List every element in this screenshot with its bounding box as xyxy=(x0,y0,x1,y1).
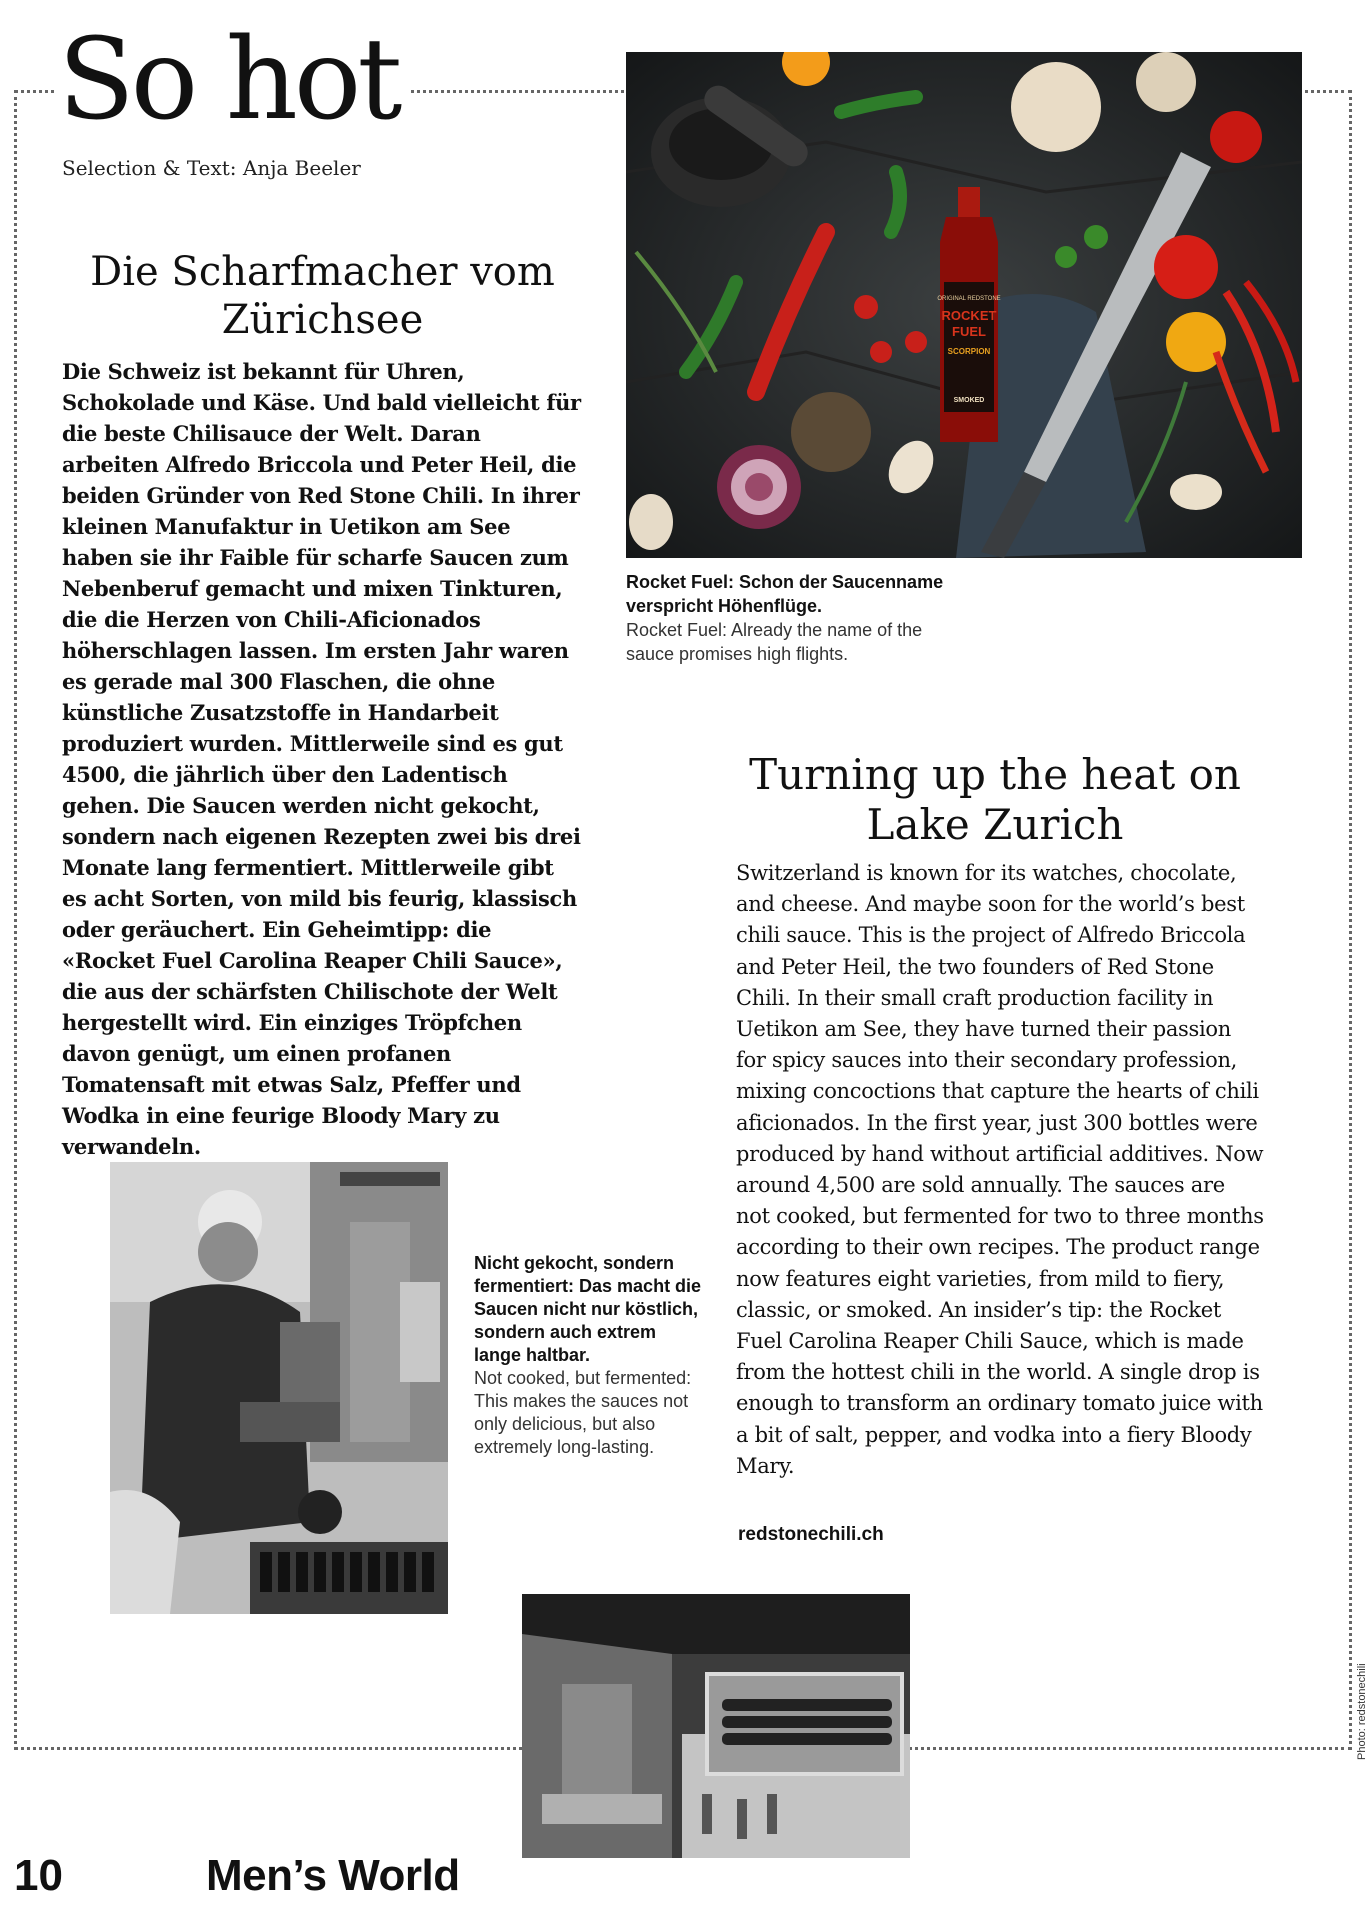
bottle-label-line5: SMOKED xyxy=(953,397,985,404)
production-photo xyxy=(110,1162,448,1614)
german-headline: Die Scharfmacher vom Zürichsee xyxy=(90,249,555,343)
german-body: Die Schweiz ist bekannt für Uhren, Schokolade und Käse. Und bald vielleicht für die beste Chilisauce der Welt. Daran arbeiten Alfredo Briccola und Peter Heil, die beiden Gründer von Red Stone Chili. In ihrer kleinen Manufaktur in Uetikon am See haben sie ihr Faible für scharfe Saucen zum Nebenberuf gemacht und mixen Tinkturen, die die Herzen von Chili-Aficionados höherschlagen lassen. Im ersten Jahr waren es gerade mal 300 Flaschen, die ohne künstliche Zusatzstoffe in Handarbeit produziert wurden. Mittlerweile sind es gut 4500, die jährlich über den Ladentisch gehen. Die Saucen werden nicht gekocht, sondern nach eigenen Rezepten zwei bis drei Monate lang fermentiert. Mittlerweile gibt es acht Sorten, von mild bis feurig, klassisch oder geräuchert. Ein Geheimtipp: die «Rocket Fuel Carolina Reaper Chili Sauce», die aus der schärfsten Chilischote der Welt hergestellt wird. Ein einziges Tröpfchen davon genügt, um einen profanen Tomatensaft mit etwas Salz, Pfeffer und Wodka in eine feurige Bloody Mary zu verwandeln. xyxy=(62,359,581,1159)
caption-rocket-en: Rocket Fuel: Already the name of the sauce promises high flights. xyxy=(626,620,923,664)
chili-sauce-photo xyxy=(626,52,1302,558)
caption-rocket-de: Rocket Fuel: Schon der Saucenname verspricht Höhenflüge. xyxy=(626,572,944,616)
caption-production-en: Not cooked, but fermented: This makes the sauces not only delicious, but also extremely long-lasting. xyxy=(474,1368,692,1457)
bottle-label-line1: ORIGINAL REDSTONE xyxy=(937,296,1001,302)
bottle-label-line2: ROCKET xyxy=(941,308,997,323)
bottling-photo xyxy=(522,1594,910,1858)
caption-production xyxy=(474,1252,706,1459)
magazine-name: Men’s World xyxy=(206,1851,460,1900)
page-title: So hot xyxy=(56,24,408,136)
author-credit: Selection & Text: Anja Beeler xyxy=(62,156,361,180)
bottle-label-line4: SCORPION xyxy=(947,347,991,356)
caption-production-de: Nicht gekocht, sondern fermentiert: Das macht die Saucen nicht nur köstlich, sondern auch extrem lange haltbar. xyxy=(474,1253,702,1365)
page-number: 10 xyxy=(14,1851,63,1900)
bottle-label-line3: FUEL xyxy=(952,324,986,339)
caption-rocket-fuel xyxy=(626,570,956,666)
english-body: Switzerland is known for its watches, chocolate, and cheese. And maybe soon for the world’s best chili sauce. This is the project of Alfredo Briccola and Peter Heil, the two founders of Red Stone Chili. In their small craft production facility in Uetikon am See, they have turned their passion for spicy sauces into their secondary profession, mixing concoctions that capture the hearts of chili aficionados. In the first year, just 300 bottles were produced by hand without artificial additives. Now around 4,500 are sold annually. The sauces are not cooked, but fermented for two to three months according to their own recipes. The product range now features eight varieties, from mild to fiery, classic, or smoked. An insider’s tip: the Rocket Fuel Carolina Reaper Chili Sauce, which is made from the hottest chili in the world. A single drop is enough to transform an ordinary tomato juice with a bit of salt, pepper, and vodka into a fiery Bloody Mary. xyxy=(736,861,1264,1478)
photo-credit: Photo: redstonechili xyxy=(1356,1663,1368,1760)
website-link[interactable]: redstonechili.ch xyxy=(738,1524,884,1545)
english-headline: Turning up the heat on Lake Zurich xyxy=(749,750,1241,849)
